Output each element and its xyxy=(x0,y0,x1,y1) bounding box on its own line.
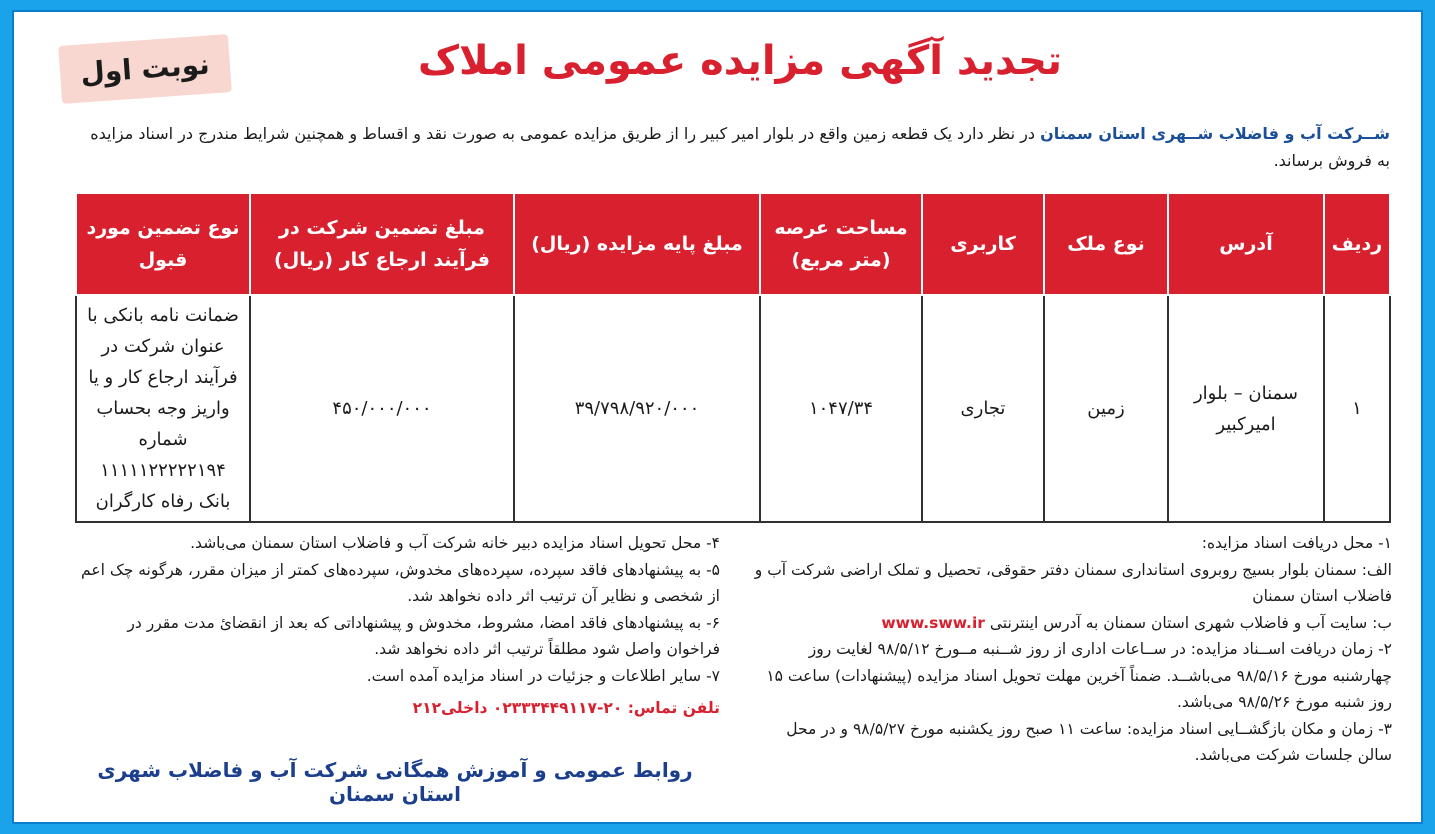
header-address: آدرس xyxy=(1168,193,1324,295)
auction-table xyxy=(75,192,1391,523)
header-row-number: ردیف xyxy=(1324,193,1390,295)
header-property-type: نوع ملک xyxy=(1044,193,1168,295)
header-base-price: مبلغ پایه مزایده (ریال) xyxy=(514,193,760,295)
conditions-right xyxy=(750,530,1392,769)
condition-7: ۷- سایر اطلاعات و جزئیات در اسناد مزایده آمده است. xyxy=(366,666,720,685)
cell-address: سمنان – بلوار امیرکبیر xyxy=(1168,295,1324,522)
contact-phone: تلفن تماس: ۲۰-۰۲۳۳۳۴۴۹۱۱۷ داخلی۲۱۲ xyxy=(412,699,720,717)
condition-5: ۵- به پیشنهادهای فاقد سپرده، سپرده‌های مخدوش، سپرده‌های کمتر از میزان مقرر، هرگونه چک اعم از شخصی و نظایر آن ترتیب اثر داده نخواهد شد. xyxy=(81,560,720,605)
cell-property-type: زمین xyxy=(1044,295,1168,522)
conditions-left xyxy=(70,530,720,722)
header-guarantee-amount: مبلغ تضمین شرکت در فرآیند ارجاع کار (ریال) xyxy=(250,193,514,295)
header-usage: کاربری xyxy=(922,193,1044,295)
footer-signature: روابط عمومی و آموزش همگانی شرکت آب و فاضلاب شهری استان سمنان xyxy=(97,758,693,806)
header-guarantee-type: نوع تضمین مورد قبول xyxy=(76,193,250,295)
cell-usage: تجاری xyxy=(922,295,1044,522)
company-name: شــرکت آب و فاضلاب شــهری استان سمنان xyxy=(1040,124,1390,143)
intro-text: در نظر دارد یک قطعه زمین واقع در بلوار امیر کبیر را از طریق مزایده عمومی به صورت نقد و اقساط و همچنین شرایط مندرج در اسناد مزایده به فروش برساند. xyxy=(90,124,1390,170)
condition-1b xyxy=(750,610,1392,637)
cell-guarantee-type: ضمانت نامه بانکی با عنوان شرکت در فرآیند ارجاع کار و یا واریز وجه بحساب شماره ۱۱۱۱۱۲۲۲۲۲۱۹۴ بانک رفاه کارگران xyxy=(76,295,250,522)
intro-paragraph xyxy=(80,120,1390,174)
cell-base-price: ۳۹/۷۹۸/۹۲۰/۰۰۰ xyxy=(514,295,760,522)
condition-4: ۴- محل تحویل اسناد مزایده دبیر خانه شرکت آب و فاضلاب استان سمنان می‌باشد. xyxy=(190,534,720,552)
condition-1: ۱- محل دریافت اسناد مزایده: xyxy=(1201,534,1392,552)
cell-area: ۱۰۴۷/۳۴ xyxy=(760,295,922,522)
table-header-row xyxy=(76,193,1390,295)
cell-guarantee-amount: ۴۵۰/۰۰۰/۰۰۰ xyxy=(250,295,514,522)
condition-6: ۶- به پیشنهادهای فاقد امضا، مشروط، مخدوش و پیشنهاداتی که بعد از انقضائ مدت مقرر در فراخوان واصل شود مطلقاً ترتیب اثر داده نخواهد شد. xyxy=(127,613,720,658)
condition-1b-text: ب: سایت آب و فاضلاب شهری استان سمنان به آدرس اینترنتی xyxy=(989,613,1392,632)
condition-2: ۲- زمان دریافت اســناد مزایده: در ســاعات اداری از روز شــنبه مــورخ ۹۸/۵/۱۲ لغایت روز چهارشنبه مورخ ۹۸/۵/۱۶ می‌باشــد. ضمناً آخرین مهلت تحویل اسناد مزایده (پیشنهادات) ساعت ۱۵ روز شنبه مورخ ۹۸/۵/۲۶ می‌باشد. xyxy=(766,640,1392,711)
round-badge: نوبت اول xyxy=(58,34,232,104)
header-area: مساحت عرصه (متر مربع) xyxy=(760,193,922,295)
page-title: تجدید آگهی مزایده عمومی املاک xyxy=(418,38,1062,84)
table-row xyxy=(76,295,1390,522)
condition-3: ۳- زمان و مکان بازگشــایی اسناد مزایده: ساعت ۱۱ صبح روز یکشنبه مورخ ۹۸/۵/۲۷ و در محل سالن جلسات شرکت می‌باشد. xyxy=(786,719,1392,764)
condition-1a: الف: سمنان بلوار بسیج روبروی استانداری سمنان دفتر حقوقی، تحصیل و تملک اراضی شرکت آب و فاضلاب استان سمنان xyxy=(754,560,1392,605)
cell-row-number: ۱ xyxy=(1324,295,1390,522)
website-link[interactable]: www.sww.ir xyxy=(881,613,985,632)
